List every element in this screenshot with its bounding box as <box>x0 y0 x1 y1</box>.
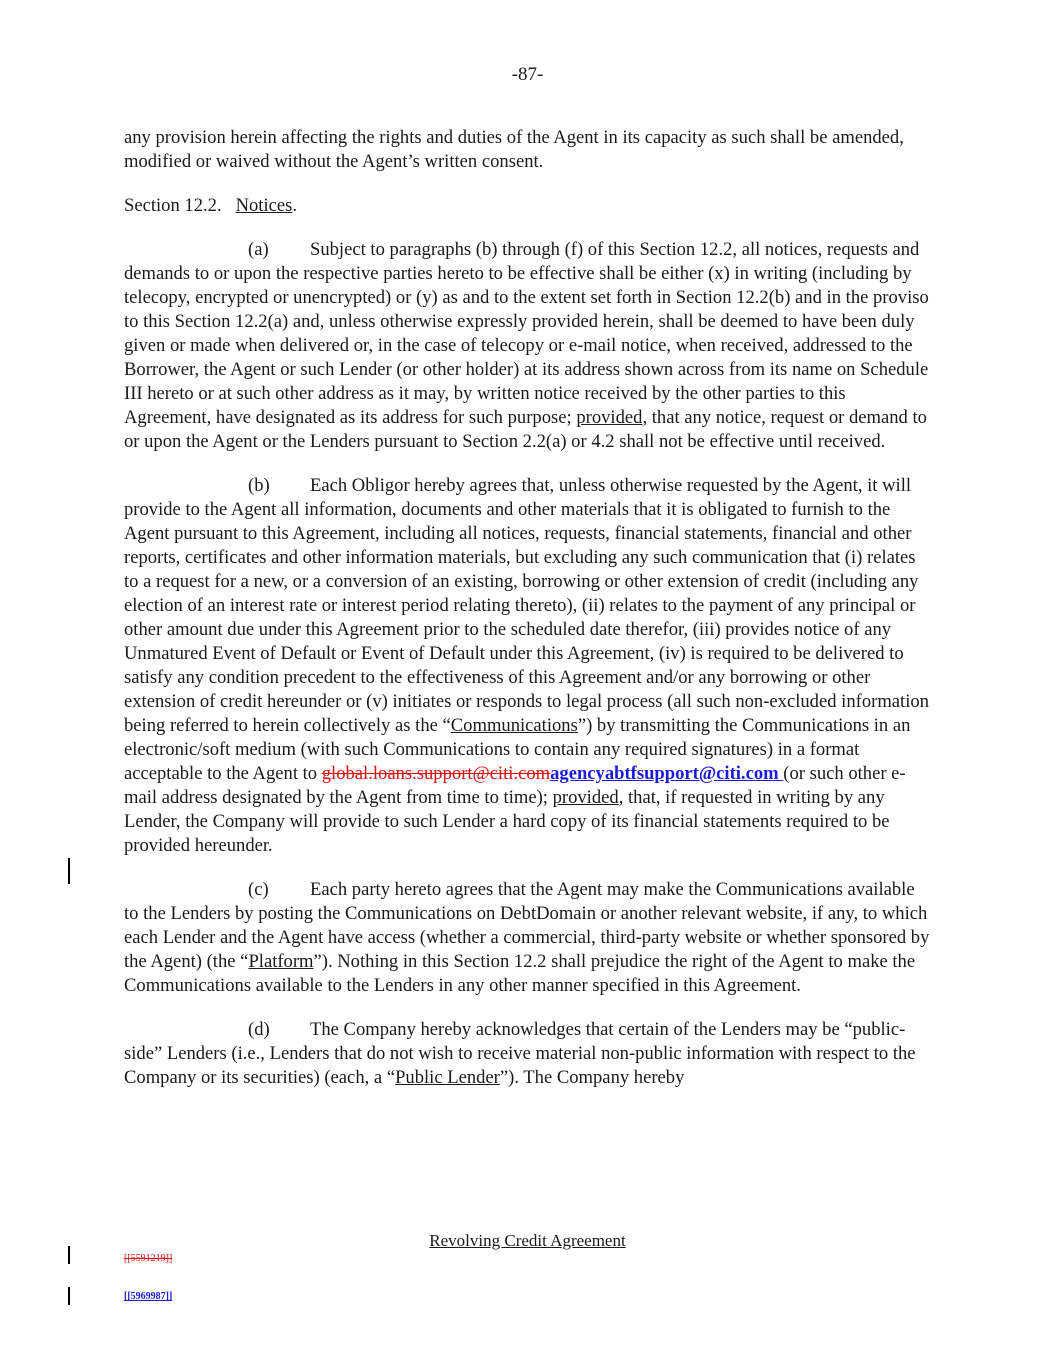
paragraph-a: (a) Subject to paragraphs (b) through (f) of this Section 12.2, all notices, requests and demands to or upon the respective parties hereto to be effective shall be either (x) in writing (including by telecopy, encrypted or unencrypted) or (y) as and to the extent set forth in Section 12.2(b) and in the proviso to this Section 12.2(a) and, unless otherwise expressly provided herein, shall be deemed to have been duly given or made when delivered or, in the case of telecopy or e-mail notice, when received, addressed to the Borrower, the Agent or such Lender (or other holder) at its address shown across from its name on Schedule III hereto or at such other address as it may, by written notice received by the other parties to this Agreement, have designated as its address for such purpose; provided, that any notice, request or demand to or upon the Agent or the Lenders pursuant to Section 2.2(a) or 4.2 shall not be effective until received. <box>124 239 929 452</box>
deleted-document-id: [[5591219]] <box>124 1253 173 1264</box>
inserted-email-link[interactable]: agencyabtfsupport@citi.com <box>550 763 784 784</box>
provided-term: provided <box>576 407 643 428</box>
inserted-document-id: [[5969987]] <box>124 1291 173 1302</box>
deleted-email-link[interactable]: global.loans.support@citi.com <box>321 763 551 784</box>
section-heading: Section 12.2. Notices. <box>124 195 298 216</box>
paragraph-d: (d) The Company hereby acknowledges that certain of the Lenders may be “public-side” Lenders (i.e., Lenders that do not wish to receive material non-public information with respect to the Company or its securities) (each, a “Public Lender”). The Company hereby <box>124 1019 916 1088</box>
communications-term: Communications <box>450 715 578 736</box>
page-number: -87- <box>511 64 544 85</box>
document-body <box>124 126 930 1110</box>
platform-term: Platform <box>248 951 314 972</box>
section-title: Notices <box>235 195 293 216</box>
paragraph-label: (b) <box>248 475 270 496</box>
footer-title: Revolving Credit Agreement <box>429 1231 626 1250</box>
section-label: Section 12.2. <box>124 195 222 216</box>
paragraph-c: (c) Each party hereto agrees that the Agent may make the Communications available to the Lenders by posting the Communications on DebtDomain or another relevant website, if any, to which each Lender and the Agent have access (whether a commercial, third-party website or whether sponsored by the Agent) (the “Platform”). Nothing in this Section 12.2 shall prejudice the right of the Agent to make the Communications available to the Lenders in any other manner specified in this Agreement. <box>124 879 930 996</box>
intro-paragraph: any provision herein affecting the rights and duties of the Agent in its capacity as such shall be amended, modified or waived without the Agent’s written consent. <box>124 127 904 172</box>
provided-term: provided <box>552 787 619 808</box>
public-lender-term: Public Lender <box>395 1067 500 1088</box>
change-bar-email <box>68 858 70 884</box>
paragraph-label: (c) <box>248 879 269 900</box>
change-bar-docid-new <box>68 1287 70 1305</box>
paragraph-label: (a) <box>248 239 269 260</box>
paragraph-label: (d) <box>248 1019 270 1040</box>
paragraph-b: (b) Each Obligor hereby agrees that, unless otherwise requested by the Agent, it will provide to the Agent all information, documents and other materials that it is obligated to furnish to the Agent pursuant to this Agreement, including all notices, requests, financial statements, financial and other reports, certificates and other information materials, but excluding any such communication that (i) relates to a request for a new, or a conversion of an existing, borrowing or other extension of credit (including any election of an interest rate or interest period relating thereto), (ii) relates to the payment of any principal or other amount due under this Agreement prior to the scheduled date therefor, (iii) provides notice of any Unmatured Event of Default or Event of Default under this Agreement, (iv) is required to be delivered to satisfy any condition precedent to the effectiveness of this Agreement and/or any borrowing or other extension of credit hereunder or (v) initiates or responds to legal process (all such non-excluded information being referred to herein collectively as the “Communications”) by transmitting the Communications in an electronic/soft medium (with such Communications to contain any required signatures) in a format acceptable to the Agent to global.loans.support@citi.comagencyabtfsupport@citi.com (or such other e-mail address designated by the Agent from time to time); provided, that, if requested in writing by any Lender, the Company will provide to such Lender a hard copy of its financial statements required to be provided hereunder. <box>124 475 929 856</box>
